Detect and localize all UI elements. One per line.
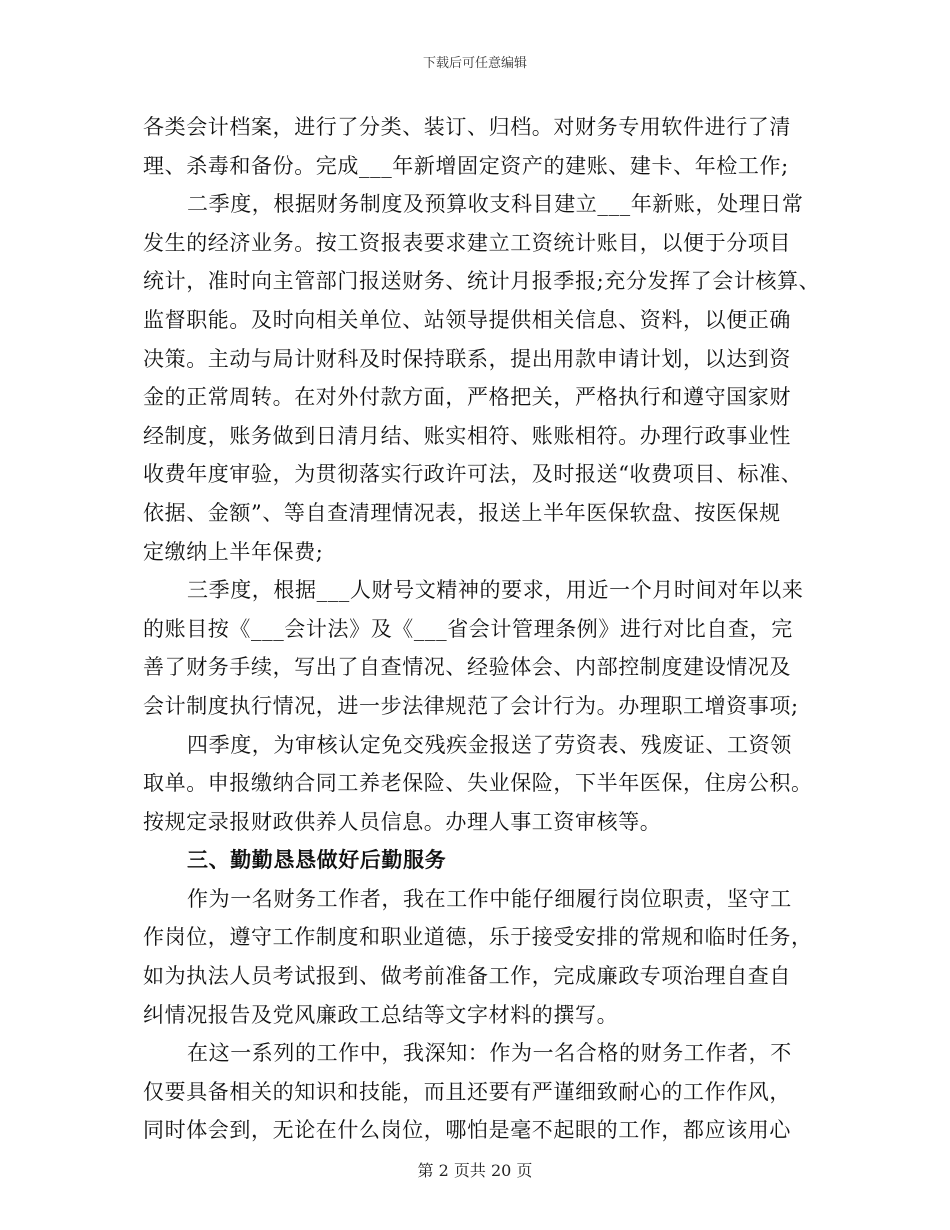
text-line: 取单。申报缴纳合同工养老保险、失业保险，下半年医保，住房公积。 bbox=[143, 771, 813, 796]
text-line: 发生的经济业务。按工资报表要求建立工资统计账目，以便于分项目 bbox=[143, 230, 791, 255]
text-line: 理、杀毒和备份。完成___年新增固定资产的建账、建卡、年检工作; bbox=[143, 153, 789, 178]
text-line: 各类会计档案，进行了分类、装订、归档。对财务专用软件进行了清 bbox=[143, 115, 791, 139]
text-line: 作岗位，遵守工作制度和职业道德，乐于接受安排的常规和临时任务， bbox=[143, 925, 813, 950]
text-line: 金的正常周转。在对外付款方面，严格把关，严格执行和遵守国家财 bbox=[143, 385, 791, 410]
text-line: 的账目按《___会计法》及《___省会计管理条例》进行对比自查，完 bbox=[143, 616, 793, 641]
text-line: 如为执法人员考试报到、做考前准备工作，完成廉政专项治理自查自 bbox=[143, 964, 791, 989]
paragraph-start-q3: 三季度，根据___人财号文精神的要求，用近一个月时间对年以来 bbox=[187, 578, 804, 603]
page-footer: 第 2 页共 20 页 bbox=[417, 1161, 533, 1180]
text-line: 决策。主动与局计财科及时保持联系，提出用款申请计划，以达到资 bbox=[143, 346, 791, 371]
text-line: 会计制度执行情况，进一步法律规范了会计行为。办理职工增资事项; bbox=[143, 693, 799, 718]
text-line: 经制度，账务做到日清月结、账实相符、账账相符。办理行政事业性 bbox=[143, 423, 791, 448]
text-line: 统计，准时向主管部门报送财务、统计月报季报;充分发挥了会计核算、 bbox=[143, 269, 821, 294]
paragraph-start-q4: 四季度，为审核认定免交残疾金报送了劳资表、残废证、工资领 bbox=[187, 732, 792, 757]
text-line: 收费年度审验，为贯彻落实行政许可法，及时报送“收费项目、标准、 bbox=[143, 462, 803, 487]
text-line: 仅要具备相关的知识和技能，而且还要有严谨细致耐心的工作作风， bbox=[143, 1079, 791, 1104]
text-line: 依据、金额”、等自查清理情况表，报送上半年医保软盘、按医保规 bbox=[143, 500, 781, 525]
text-line: 纠情况报告及党风廉政工总结等文字材料的撰写。 bbox=[143, 1002, 619, 1027]
text-line: 定缴纳上半年保费; bbox=[143, 539, 324, 564]
page-header: 下载后可任意编辑 bbox=[422, 56, 527, 71]
text-line: 善了财务手续，写出了自查情况、经验体会、内部控制度建设情况及 bbox=[143, 655, 791, 680]
paragraph-start-service: 作为一名财务工作者，我在工作中能仔细履行岗位职责，坚守工 bbox=[187, 886, 792, 911]
document-body bbox=[143, 108, 823, 1150]
text-line: 按规定录报财政供养人员信息。办理人事工资审核等。 bbox=[143, 809, 662, 834]
text-line: 监督职能。及时向相关单位、站领导提供相关信息、资料，以便正确 bbox=[143, 307, 791, 332]
paragraph-start-q2: 二季度，根据财务制度及预算收支科目建立___年新账，处理日常 bbox=[187, 192, 804, 217]
text-line: 同时体会到，无论在什么岗位，哪怕是毫不起眼的工作，都应该用心 bbox=[143, 1118, 791, 1143]
section-heading: 三、勤勤恳恳做好后勤服务 bbox=[187, 848, 447, 873]
paragraph-start-reflection: 在这一系列的工作中，我深知：作为一名合格的财务工作者，不 bbox=[187, 1041, 792, 1066]
